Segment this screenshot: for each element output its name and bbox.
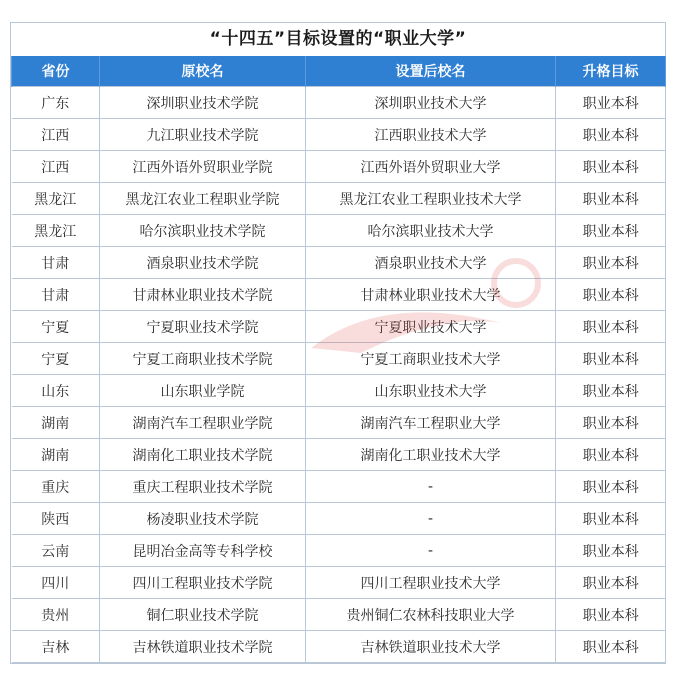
cell-original-name: 酒泉职业技术学院: [100, 247, 306, 279]
table-row: [12, 279, 666, 311]
cell-goal: 职业本科: [556, 407, 666, 439]
cell-province: 重庆: [12, 471, 100, 503]
cell-province: 甘肃: [12, 279, 100, 311]
table-row: [12, 151, 666, 183]
cell-new-name: 深圳职业技术大学: [306, 87, 556, 119]
cell-original-name: 山东职业学院: [100, 375, 306, 407]
table-title: “十四五”目标设置的“职业大学”: [209, 29, 467, 49]
table-row: [12, 439, 666, 471]
cell-original-name: 杨凌职业技术学院: [100, 503, 306, 535]
cell-new-name: 江西外语外贸职业大学: [306, 151, 556, 183]
cell-province: 黑龙江: [12, 183, 100, 215]
cell-new-name: 山东职业技术大学: [306, 375, 556, 407]
cell-province: 山东: [12, 375, 100, 407]
table-row: [12, 247, 666, 279]
table-row: [12, 567, 666, 599]
cell-original-name: 吉林铁道职业技术学院: [100, 631, 306, 663]
cell-goal: 职业本科: [556, 471, 666, 503]
cell-goal: 职业本科: [556, 631, 666, 663]
cell-goal: 职业本科: [556, 215, 666, 247]
cell-original-name: 昆明冶金高等专科学校: [100, 535, 306, 567]
cell-province: 黑龙江: [12, 215, 100, 247]
header-new-name: 设置后校名: [306, 56, 556, 87]
cell-new-name: -: [306, 471, 556, 503]
cell-goal: 职业本科: [556, 439, 666, 471]
table-body: [12, 87, 666, 663]
cell-original-name: 甘肃林业职业技术学院: [100, 279, 306, 311]
cell-goal: 职业本科: [556, 503, 666, 535]
cell-province: 贵州: [12, 599, 100, 631]
cell-new-name: 甘肃林业职业技术大学: [306, 279, 556, 311]
cell-original-name: 宁夏工商职业技术学院: [100, 343, 306, 375]
cell-original-name: 铜仁职业技术学院: [100, 599, 306, 631]
cell-new-name: 哈尔滨职业技术大学: [306, 215, 556, 247]
cell-province: 陕西: [12, 503, 100, 535]
cell-goal: 职业本科: [556, 311, 666, 343]
cell-province: 宁夏: [12, 311, 100, 343]
cell-new-name: 酒泉职业技术大学: [306, 247, 556, 279]
cell-province: 甘肃: [12, 247, 100, 279]
table-row: [12, 407, 666, 439]
table-row: [12, 535, 666, 567]
table-row: [12, 119, 666, 151]
table-row: [12, 215, 666, 247]
table-row: [12, 599, 666, 631]
cell-province: 江西: [12, 151, 100, 183]
cell-province: 四川: [12, 567, 100, 599]
cell-original-name: 湖南汽车工程职业学院: [100, 407, 306, 439]
cell-goal: 职业本科: [556, 567, 666, 599]
cell-goal: 职业本科: [556, 535, 666, 567]
cell-new-name: -: [306, 503, 556, 535]
cell-original-name: 哈尔滨职业技术学院: [100, 215, 306, 247]
cell-goal: 职业本科: [556, 599, 666, 631]
cell-new-name: 贵州铜仁农林科技职业大学: [306, 599, 556, 631]
cell-original-name: 九江职业技术学院: [100, 119, 306, 151]
cell-original-name: 重庆工程职业技术学院: [100, 471, 306, 503]
table-row: [12, 87, 666, 119]
cell-new-name: 吉林铁道职业技术大学: [306, 631, 556, 663]
cell-new-name: 宁夏职业技术大学: [306, 311, 556, 343]
cell-province: 云南: [12, 535, 100, 567]
cell-original-name: 深圳职业技术学院: [100, 87, 306, 119]
cell-new-name: 黑龙江农业工程职业技术大学: [306, 183, 556, 215]
cell-original-name: 四川工程职业技术学院: [100, 567, 306, 599]
cell-goal: 职业本科: [556, 119, 666, 151]
cell-original-name: 湖南化工职业技术学院: [100, 439, 306, 471]
cell-original-name: 黑龙江农业工程职业学院: [100, 183, 306, 215]
cell-goal: 职业本科: [556, 87, 666, 119]
cell-goal: 职业本科: [556, 183, 666, 215]
cell-goal: 职业本科: [556, 375, 666, 407]
cell-new-name: 湖南汽车工程职业大学: [306, 407, 556, 439]
cell-goal: 职业本科: [556, 151, 666, 183]
universities-table: [11, 56, 666, 663]
table-row: [12, 343, 666, 375]
cell-new-name: 四川工程职业技术大学: [306, 567, 556, 599]
header-goal: 升格目标: [556, 56, 666, 87]
header-original-name: 原校名: [100, 56, 306, 87]
cell-original-name: 宁夏职业技术学院: [100, 311, 306, 343]
cell-goal: 职业本科: [556, 343, 666, 375]
cell-province: 江西: [12, 119, 100, 151]
cell-province: 吉林: [12, 631, 100, 663]
cell-original-name: 江西外语外贸职业学院: [100, 151, 306, 183]
cell-province: 宁夏: [12, 343, 100, 375]
header-row: [12, 56, 666, 87]
cell-new-name: 宁夏工商职业技术大学: [306, 343, 556, 375]
cell-goal: 职业本科: [556, 279, 666, 311]
table-row: [12, 375, 666, 407]
cell-province: 湖南: [12, 407, 100, 439]
cell-province: 广东: [12, 87, 100, 119]
table-row: [12, 631, 666, 663]
table-frame: [10, 22, 666, 664]
cell-new-name: 湖南化工职业技术大学: [306, 439, 556, 471]
table-row: [12, 311, 666, 343]
table-row: [12, 503, 666, 535]
table-row: [12, 183, 666, 215]
cell-goal: 职业本科: [556, 247, 666, 279]
cell-province: 湖南: [12, 439, 100, 471]
cell-new-name: 江西职业技术大学: [306, 119, 556, 151]
header-province: 省份: [12, 56, 100, 87]
cell-new-name: -: [306, 535, 556, 567]
table-row: [12, 471, 666, 503]
